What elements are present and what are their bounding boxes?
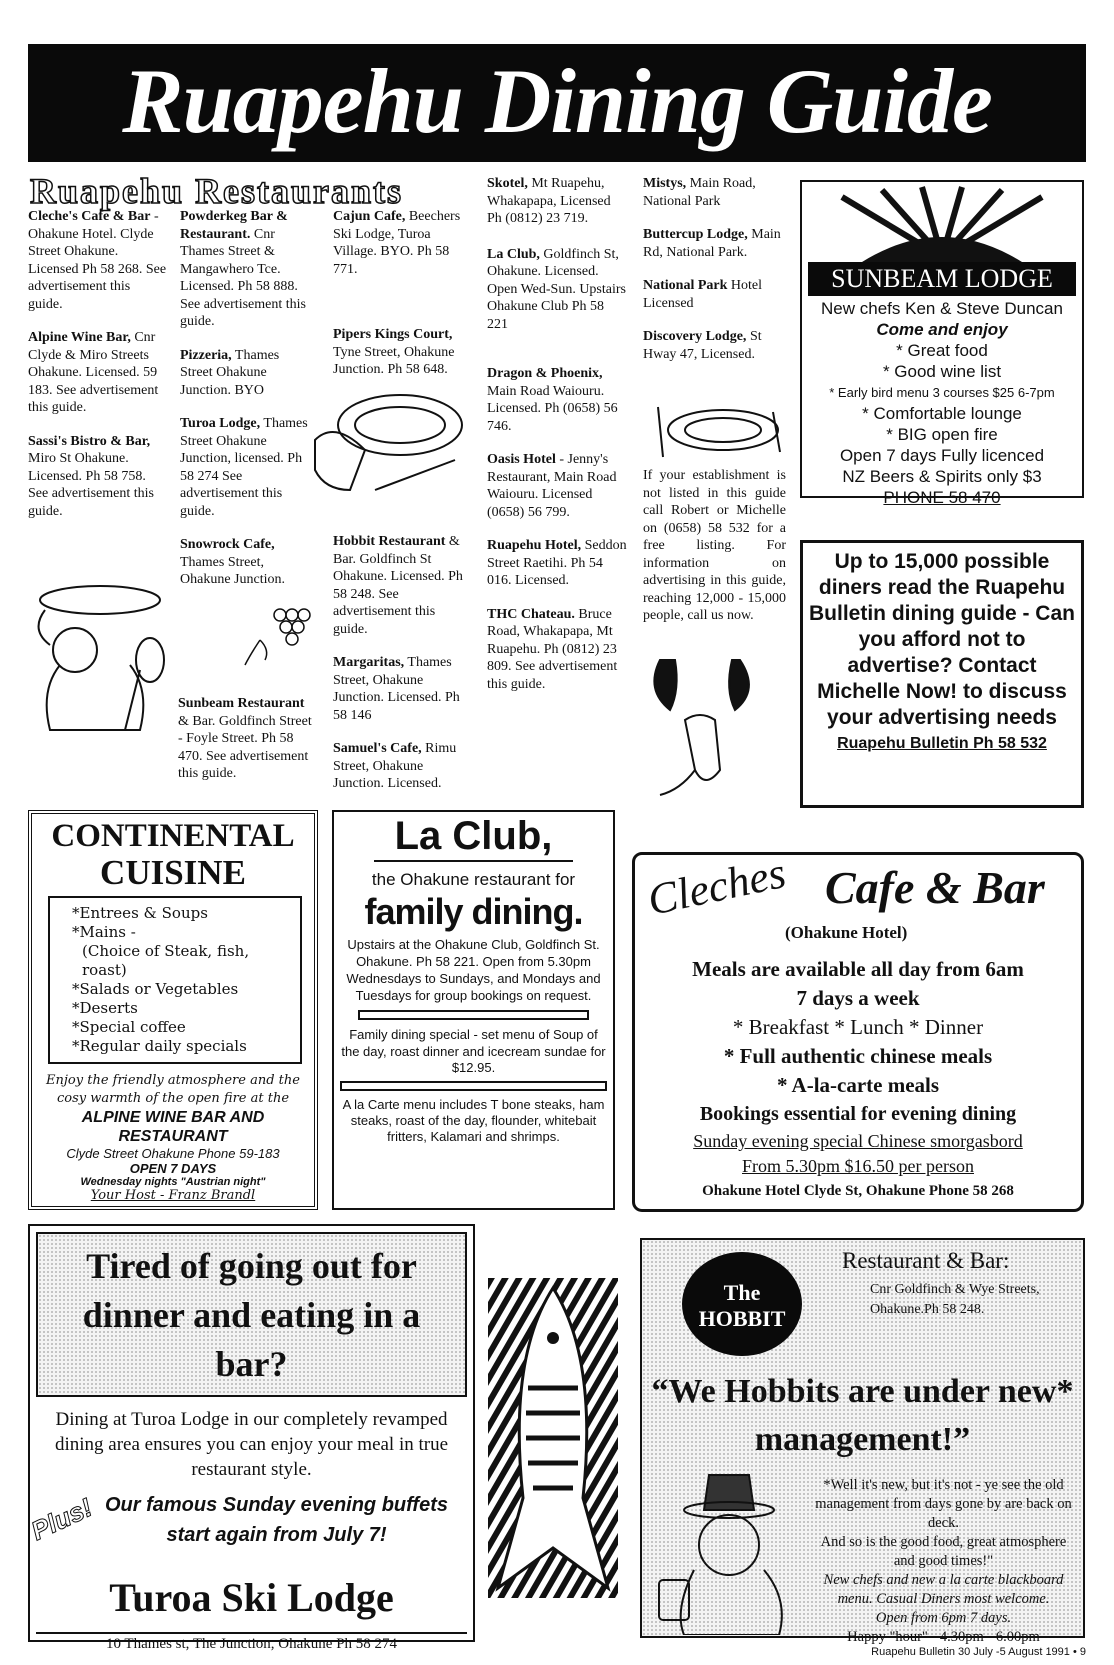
cleches-line: * Breakfast * Lunch * Dinner <box>732 1015 984 1039</box>
menu-item: *Deserts <box>72 999 138 1017</box>
hobbit-line: And so is the good food, great atmosphere and good times!" <box>820 1534 1067 1569</box>
cleches-line: * Full authentic chinese meals <box>723 1044 993 1068</box>
la-club-title: La Club, <box>374 812 573 862</box>
la-club-ad <box>332 810 615 1210</box>
listing: Snowrock Cafe, Thames Street, Ohakune Junction. <box>180 537 285 587</box>
listing-notice: If your establishment is not listed in this guide call Robert or Michelle on (0658) 58 532 for a free listing. For information on advertising in this guide, reaching 12,000 - 15,000 people, call us now. <box>643 468 786 623</box>
listings-col-2 <box>180 208 315 605</box>
continental-subtitle: CUISINE <box>100 853 246 892</box>
sunbeam-lodge-ad <box>800 180 1084 507</box>
sunbeam-line: * Early bird menu 3 courses $25 6-7pm <box>829 385 1055 400</box>
sunbeam-line: Come and enjoy <box>876 320 1008 339</box>
turoa-buffet: Our famous Sunday evening buffets start again from July 7! <box>104 1494 449 1546</box>
masthead <box>28 44 1086 162</box>
la-club-alacarte: A la Carte menu includes T bone steaks, ham steaks, roast of the day, flounder, whitebait fritters, Kalamari and shrimps. <box>342 1097 605 1144</box>
hobbit-body <box>810 1476 1077 1647</box>
bulletin-ad <box>800 540 1084 808</box>
listing: Discovery Lodge, St Hway 47, Licensed. <box>643 329 762 362</box>
continental-address: Clyde Street Ohakune Phone 59-183 <box>66 1146 280 1161</box>
hobbit-heading: Restaurant & Bar: <box>842 1248 1010 1273</box>
turoa-name: Turoa Ski Lodge <box>109 1575 394 1620</box>
page-footer: Ruapehu Bulletin 30 July -5 August 1991 • 9 <box>871 1646 1086 1658</box>
hobbit-line: New chefs and new a la carte blackboard menu. Casual Diners most welcome. <box>823 1572 1064 1607</box>
fish-illustration <box>488 1278 618 1598</box>
cleches-line: Sunday evening special Chinese smorgasbord <box>693 1131 1023 1151</box>
listing: Skotel, Mt Ruapehu, Whakapapa, Licensed Ph (0812) 23 719. <box>487 176 611 226</box>
hobbit-illustration <box>654 1470 804 1635</box>
listings-col-4 <box>487 175 627 709</box>
lobster-illustration <box>640 650 780 800</box>
cleches-cafe-ad <box>632 848 1084 1212</box>
listings-col-3b <box>333 533 473 809</box>
la-club-info: Upstairs at the Ohakune Club, Goldfinch St. Ohakune. Ph 58 221. Open from 5.30pm Wednesdays to Sundays, and Mondays and Tuesdays for group bookings on request. <box>346 937 601 1003</box>
menu-item: *Salads or Vegetables <box>72 980 239 998</box>
listing: Margaritas, Thames Street, Ohakune Junction. Licensed. Ph 58 146 <box>333 655 460 723</box>
page-title: Ruapehu Dining Guide <box>122 50 992 152</box>
sunrise-logo <box>802 182 1082 262</box>
sunbeam-line: * Great food <box>896 341 988 360</box>
sunbeam-phone: PHONE 58 470 <box>883 488 1001 507</box>
turoa-address: 10 Thames st, The Junction, Ohakune Ph 58 274 <box>36 1632 467 1653</box>
hobbit-line: Open from 6pm 7 days. <box>875 1610 1012 1626</box>
listing: Powderkeg Bar & Restaurant. Cnr Thames Street & Mangawhero Tce. Licensed. Ph 58 888. See advertisement this guide. <box>180 209 306 329</box>
sunbeam-title: SUNBEAM LODGE <box>808 262 1076 296</box>
cleches-line: 7 days a week <box>796 986 920 1010</box>
la-club-special: Family dining special - set menu of Soup of the day, roast dinner and icecream sundae for <box>341 1027 606 1059</box>
la-club-price: $12.95. <box>451 1060 496 1075</box>
bulletin-ad-body: Up to 15,000 possible diners read the Ruapehu Bulletin dining guide - Can you afford not to advertise? Contact Michelle Now! to discuss your advertising needs <box>809 550 1075 729</box>
listing: THC Chateau. Bruce Road, Whakapapa, Mt Ruapehu. Ph (0812) 23 809. See advertisement this guide. <box>487 606 618 692</box>
turoa-plus: Plus! <box>26 1492 97 1547</box>
sunbeam-line: New chefs Ken & Steve Duncan <box>821 299 1063 318</box>
cleches-line: * A-la-carte meals <box>776 1073 940 1097</box>
listings-col-3 <box>333 208 473 395</box>
menu-item: (Choice of Steak, fish, roast) <box>82 942 250 979</box>
listing: Dragon & Phoenix, Main Road Waiouru. Licensed. Ph (0658) 56 746. <box>487 366 618 434</box>
hobbit-ad <box>640 1238 1085 1645</box>
listing: Buttercup Lodge, Main Rd, National Park. <box>643 227 781 260</box>
listing: Oasis Hotel - Jenny's Restaurant, Main Road Waiouru. Licensed (0658) 56 799. <box>487 452 617 520</box>
sunbeam-line: * Good wine list <box>882 362 1002 381</box>
continental-open: OPEN 7 DAYS <box>129 1161 217 1176</box>
hobbit-line: *Well it's new, but it's not - ye see the old management from days gone by are back on deck. <box>815 1477 1072 1531</box>
hobbit-line: Happy "hour" - 4.30pm - 6.00pm <box>847 1629 1040 1645</box>
turoa-headline: Tired of going out for dinner and eating in a bar? <box>36 1232 467 1397</box>
cleches-line: Bookings essential for evening dining <box>699 1103 1017 1125</box>
listing: Samuel's Cafe, Rimu Street, Ohakune Junction. Licensed. <box>333 741 457 791</box>
listing: Pipers Kings Court, Tyne Street, Ohakune Junction. Ph 58 648. <box>333 327 455 377</box>
listings-col-1 <box>28 208 168 536</box>
section-heading: Ruapehu Restaurants <box>30 171 404 211</box>
cleches-title: Cafe & Bar <box>825 862 1045 913</box>
plate-illustration <box>648 402 788 462</box>
la-club-sub: the Ohakune restaurant for <box>371 870 576 889</box>
continental-cuisine-ad <box>28 810 318 1210</box>
cleches-script: Cleches <box>643 848 790 925</box>
listings-col-5 <box>643 175 783 379</box>
menu-item: *Mains - <box>72 923 136 941</box>
listing: Sassi's Bistro & Bar, Miro St Ohakune. Licensed. Ph 58 758. See advertisement this guide. <box>28 433 154 519</box>
cleches-line: Meals are available all day from 6am <box>692 957 1024 981</box>
chef-illustration <box>20 570 180 740</box>
listing: Hobbit Restaurant & Bar. Goldfinch St Ohakune. Licensed. Ph 58 248. See advertisement this guide. <box>333 534 463 637</box>
listing: Alpine Wine Bar, Cnr Clyde & Miro Streets Ohakune. Licensed. 59 183. See advertisement this guide. <box>28 330 159 415</box>
grapes-illustration <box>240 600 330 670</box>
sunbeam-line: Open 7 days Fully licenced <box>839 446 1045 465</box>
listing: Sunbeam Restaurant & Bar. Goldfinch Street - Foyle Street. Ph 58 470. See advertisement this guide. <box>178 696 312 781</box>
listing: La Club, Goldfinch St, Ohakune. Licensed. Open Wed-Sun. Upstairs Ohakune Club Ph 58 221 <box>487 246 626 332</box>
cleches-footer: Ohakune Hotel Clyde St, Ohakune Phone 58 268 <box>702 1183 1014 1199</box>
bulletin-ad-footer: Ruapehu Bulletin Ph 58 532 <box>837 735 1047 752</box>
listing: Mistys, Main Road, National Park <box>643 176 756 209</box>
la-club-big: family dining. <box>364 891 583 932</box>
turoa-lodge-ad <box>26 1224 475 1652</box>
sunbeam-line: * Comfortable lounge <box>862 404 1022 423</box>
menu-item: *Special coffee <box>72 1018 186 1036</box>
listing: Pizzeria, Thames Street Ohakune Junction. BYO <box>180 347 280 398</box>
listing: Cleche's Cafe & Bar - Ohakune Hotel. Clyde Street Ohakune. Licensed Ph 58 268. See advertisement this guide. <box>28 209 167 312</box>
menu-item: *Regular daily specials <box>72 1037 247 1055</box>
sunbeam-line: NZ Beers & Spirits only $3 <box>842 467 1042 486</box>
platter-illustration <box>305 380 465 515</box>
continental-venue: ALPINE WINE BAR AND RESTAURANT <box>81 1109 265 1145</box>
hobbit-quote: “We Hobbits are under new* management!” <box>651 1373 1074 1458</box>
listing: Turoa Lodge, Thames Street Ohakune Junction, licensed. Ph 58 274 See advertisement this guide. <box>180 416 308 519</box>
continental-title: CONTINENTAL <box>51 818 295 854</box>
continental-special: Wednesday nights "Austrian night" <box>80 1176 266 1188</box>
listing: Ruapehu Hotel, Seddon Street Raetihi. Ph 54 016. Licensed. <box>487 538 627 588</box>
listing: Cajun Cafe, Beechers Ski Lodge, Turoa Village. BYO. Ph 58 771. <box>333 209 461 277</box>
hobbit-address: Cnr Goldfinch & Wye Streets, Ohakune.Ph 58 248. <box>870 1282 1040 1317</box>
listing: National Park Hotel Licensed <box>643 278 762 311</box>
sunbeam-line: * BIG open fire <box>886 425 998 444</box>
menu-item: *Entrees & Soups <box>72 904 208 922</box>
turoa-body: Dining at Turoa Lodge in our completely revamped dining area ensures you can enjoy your meal in true restaurant style. <box>54 1409 449 1480</box>
continental-menu <box>48 896 302 1064</box>
continental-host: Your Host - Franz Brandl <box>90 1188 256 1203</box>
cleches-line: From 5.30pm $16.50 per person <box>742 1156 974 1176</box>
hobbit-logo: The HOBBIT <box>682 1252 802 1356</box>
cleches-hotel: (Ohakune Hotel) <box>785 923 908 942</box>
continental-tagline: Enjoy the friendly atmosphere and the cosy warmth of the open fire at the <box>46 1073 300 1106</box>
